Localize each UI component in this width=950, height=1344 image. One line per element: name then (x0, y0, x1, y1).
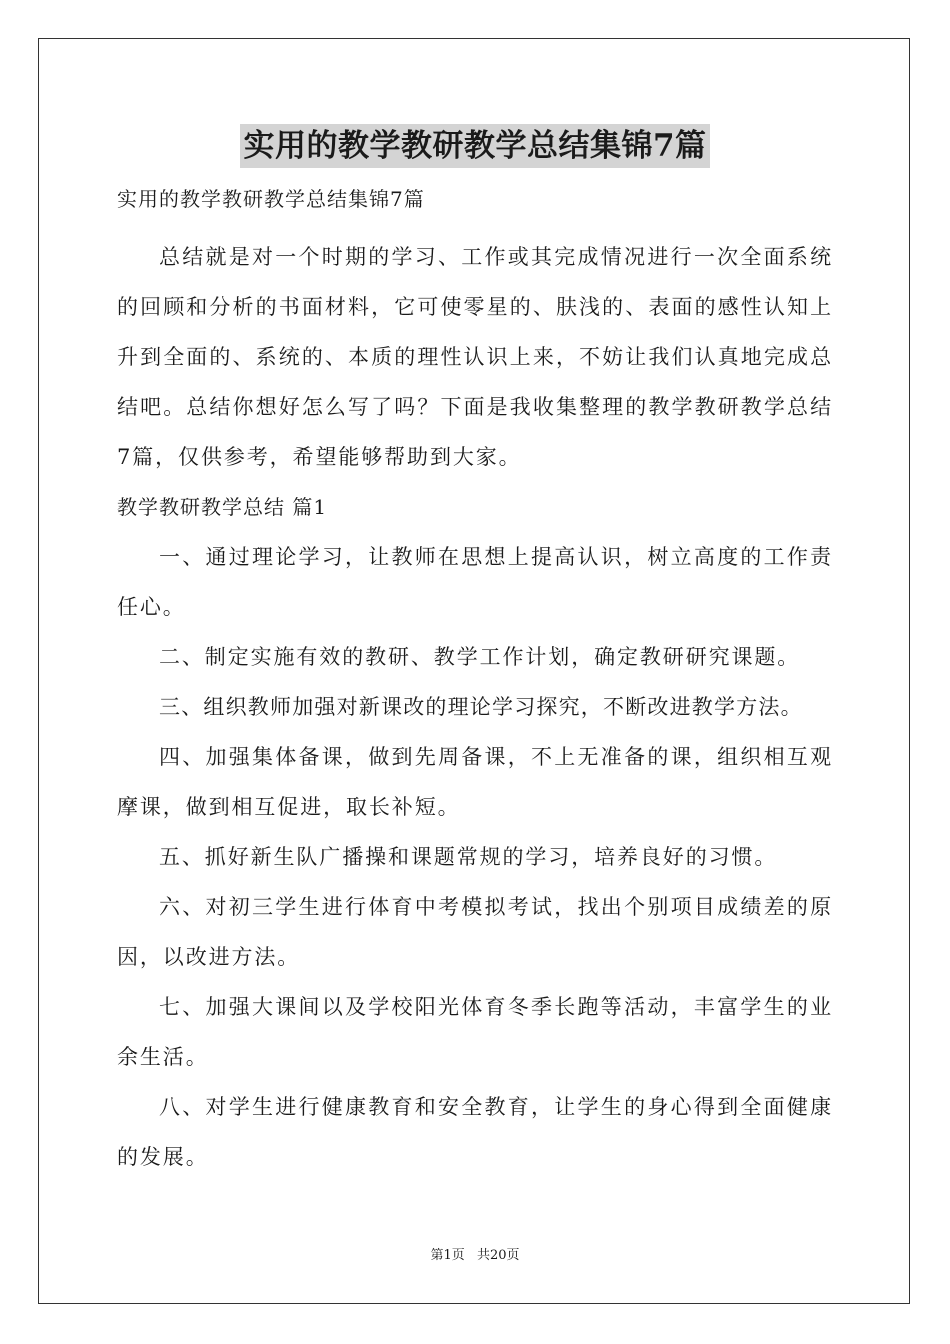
document-title: 实用的教学教研教学总结集锦7篇 (240, 124, 709, 168)
list-item: 二、制定实施有效的教研、教学工作计划，确定教研研究课题。 (159, 645, 801, 669)
list-item: 七、加强大课间以及学校阳光体育冬季长跑等活动，丰富学生的业余生活。 (117, 995, 833, 1069)
page-number: 第1页 (430, 1248, 465, 1263)
title-container (0, 124, 950, 168)
section-heading: 教学教研教学总结 篇1 (117, 495, 328, 519)
list-item: 一、通过理论学习，让教师在思想上提高认识，树立高度的工作责任心。 (117, 545, 833, 619)
list-item: 四、加强集体备课，做到先周备课，不上无准备的课，组织相互观摩课，做到相互促进，取长补短。 (117, 745, 833, 819)
page-total: 共20页 (476, 1248, 520, 1263)
list-item: 八、对学生进行健康教育和安全教育，让学生的身心得到全面健康的发展。 (117, 1095, 833, 1169)
page-footer (0, 1246, 950, 1266)
list-item: 五、抓好新生队广播操和课题常规的学习，培养良好的习惯。 (159, 845, 778, 869)
list-item: 三、组织教师加强对新课改的理论学习探究，不断改进教学方法。 (159, 695, 803, 719)
intro-paragraph: 总结就是对一个时期的学习、工作或其完成情况进行一次全面系统的回顾和分析的书面材料，它可使零星的、肤浅的、表面的感性认知上升到全面的、系统的、本质的理性认识上来，不妨让我们认真地完成总结吧。总结你想好怎么写了吗？下面是我收集整理的教学教研教学总结7篇，仅供参考，希望能够帮助到大家。 (117, 245, 833, 469)
list-item: 六、对初三学生进行体育中考模拟考试，找出个别项目成绩差的原因，以改进方法。 (117, 895, 833, 969)
document-body (117, 232, 833, 1182)
document-subtitle: 实用的教学教研教学总结集锦7篇 (117, 187, 425, 211)
